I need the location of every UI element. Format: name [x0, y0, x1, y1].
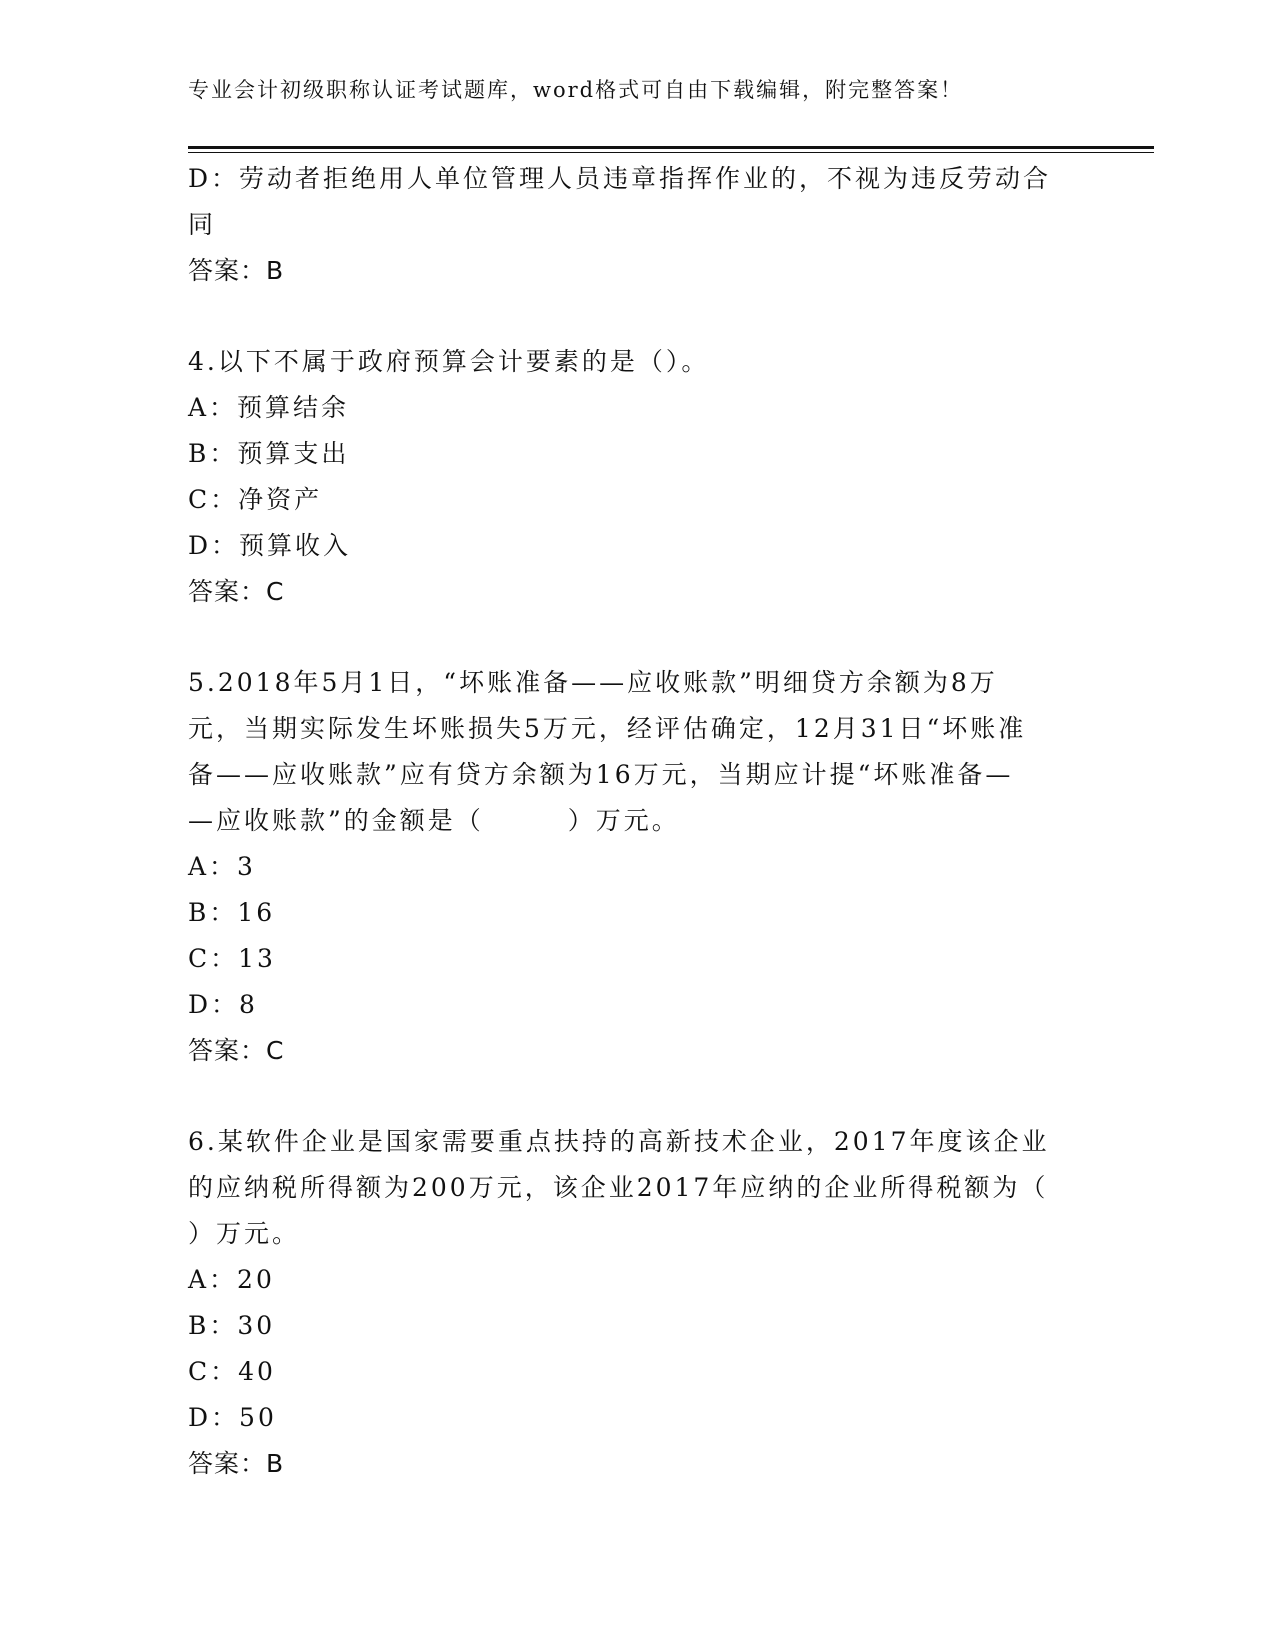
answer-line: 答案：B	[188, 1449, 285, 1478]
option-c: C：40	[188, 1357, 276, 1386]
option-d: D：8	[188, 990, 258, 1019]
question-block-q6	[188, 1119, 1088, 1487]
header-rule-thick	[188, 146, 1154, 149]
answer-line: 答案：B	[188, 256, 285, 285]
question-stem: 4.以下不属于政府预算会计要素的是（）。	[188, 347, 710, 376]
page-header: 专业会计初级职称认证考试题库，word格式可自由下载编辑，附完整答案！	[188, 78, 964, 102]
answer-line: 答案：C	[188, 577, 285, 606]
option-line: 同	[188, 210, 217, 239]
option-b: B：30	[188, 1311, 276, 1340]
question-stem: 5.2018年5月1日，“坏账准备——应收账款”明细贷方余额为8万	[188, 668, 998, 697]
option-line: D：劳动者拒绝用人单位管理人员违章指挥作业的，不视为违反劳动合	[188, 164, 1052, 193]
block-gap	[188, 1074, 1088, 1119]
option-c: C：13	[188, 944, 276, 973]
block-gap	[188, 615, 1088, 660]
question-block-q3-tail	[188, 156, 1088, 294]
option-b: B：预算支出	[188, 439, 350, 468]
header-rule-thin	[188, 152, 1154, 153]
option-b: B：16	[188, 898, 276, 927]
question-stem: 6.某软件企业是国家需要重点扶持的高新技术企业，2017年度该企业	[188, 1127, 1050, 1156]
option-a: A：预算结余	[188, 393, 350, 422]
question-block-q4	[188, 339, 1088, 615]
option-a: A：20	[188, 1265, 275, 1294]
question-stem: ）万元。	[188, 1219, 301, 1248]
option-c: C：净资产	[188, 485, 323, 514]
answer-line: 答案：C	[188, 1036, 285, 1065]
question-stem: 备——应收账款”应有贷方余额为16万元，当期应计提“坏账准备—	[188, 760, 1014, 789]
option-d: D：50	[188, 1403, 277, 1432]
option-a: A：3	[188, 852, 256, 881]
question-block-q5	[188, 660, 1088, 1074]
block-gap	[188, 294, 1088, 339]
question-stem: 元，当期实际发生坏账损失5万元，经评估确定，12月31日“坏账准	[188, 714, 1027, 743]
question-content	[188, 156, 1088, 1487]
question-stem: 的应纳税所得额为200万元，该企业2017年应纳的企业所得税额为（	[188, 1173, 1049, 1202]
question-stem: —应收账款”的金额是（ ）万元。	[188, 806, 680, 835]
option-d: D：预算收入	[188, 531, 352, 560]
